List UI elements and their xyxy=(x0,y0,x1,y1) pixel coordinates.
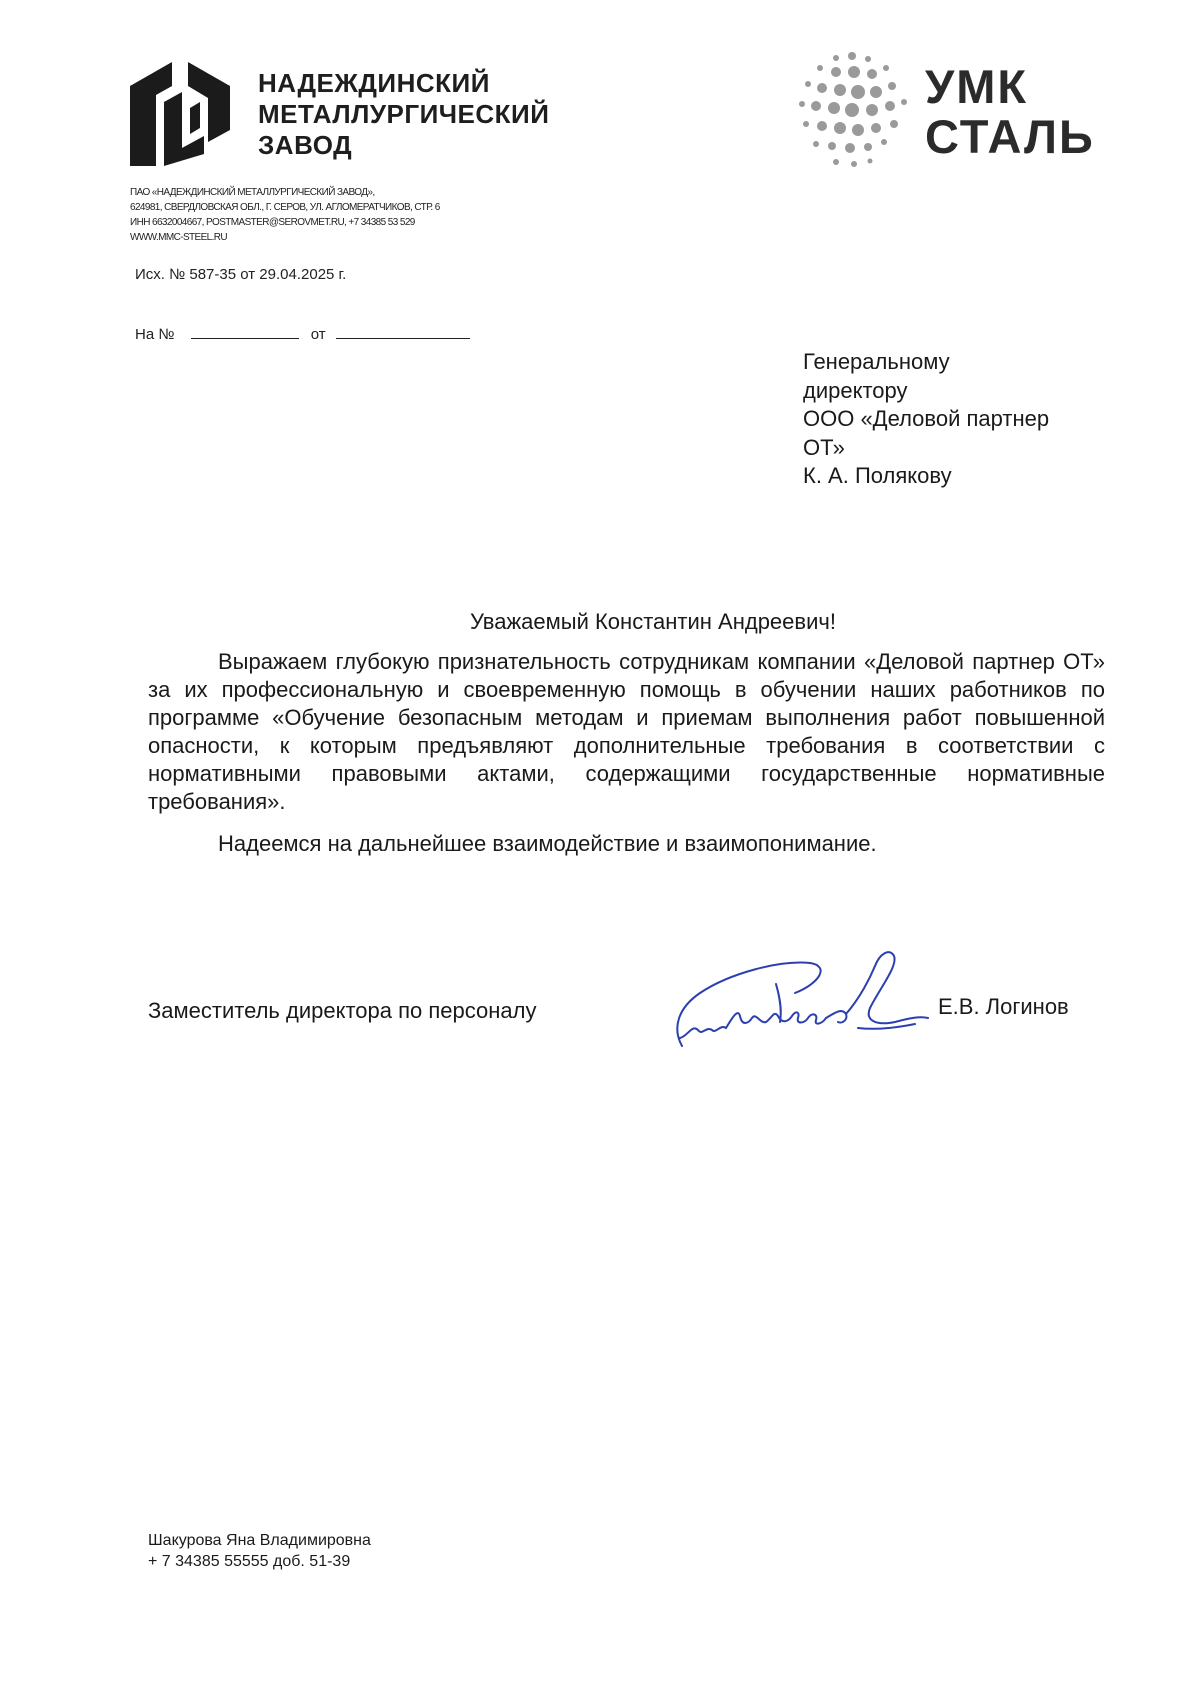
addressee-line: Генеральному xyxy=(803,349,950,374)
requisites-line: WWW.MMC-STEEL.RU xyxy=(130,232,228,243)
partner-brand xyxy=(925,62,1095,162)
reply-date-label: от xyxy=(310,326,326,343)
contact-name: Шакурова Яна Владимировна xyxy=(148,1532,371,1549)
company-name xyxy=(258,68,549,161)
contact-person xyxy=(148,1530,371,1572)
reply-reference xyxy=(135,324,470,343)
addressee xyxy=(803,348,1049,491)
reply-number-label: На № xyxy=(135,326,175,343)
addressee-line: К. А. Полякову xyxy=(803,463,952,488)
company-requisites xyxy=(130,185,440,245)
company-name-line: НАДЕЖДИНСКИЙ xyxy=(258,68,490,98)
requisites-line: 624981, СВЕРДЛОВСКАЯ ОБЛ., Г. СЕРОВ, УЛ. АГЛОМЕРАТЧИКОВ, СТР. 6 xyxy=(130,202,440,213)
addressee-line: ОТ» xyxy=(803,434,845,460)
letter-body: Выражаем глубокую признательность сотрудникам компании «Деловой партнер ОТ» за их профессиональную и своевременную помощь в обучении наших работников по программе «Обучение безопасным методам и приемам выполнения работ повышенной опасности, к которым предъявляют дополнительные требования в соответствии с нормативными правовыми актами, содержащими государственные нормативные требования». xyxy=(148,649,1105,814)
outgoing-number: Исх. № 587-35 от 29.04.2025 г. xyxy=(135,266,347,283)
requisites-line: ПАО «НАДЕЖДИНСКИЙ МЕТАЛЛУРГИЧЕСКИЙ ЗАВОД», xyxy=(130,187,375,198)
company-name-line: МЕТАЛЛУРГИЧЕСКИЙ xyxy=(258,99,550,129)
salutation: Уважаемый Константин Андреевич! xyxy=(470,609,836,634)
reply-date-blank xyxy=(336,324,470,339)
partner-brand-line: СТАЛЬ xyxy=(925,110,1095,163)
contact-phone: + 7 34385 55555 доб. 51-39 xyxy=(148,1553,351,1570)
addressee-line: ООО «Деловой партнер xyxy=(803,406,1050,431)
nmz-logo-icon xyxy=(130,62,230,166)
umk-dots-icon xyxy=(796,50,911,170)
partner-brand-line: УМК xyxy=(925,60,1029,113)
reply-number-blank xyxy=(191,324,299,339)
handwritten-signature xyxy=(670,938,950,1058)
addressee-line: директору xyxy=(803,377,908,403)
signer-name: Е.В. Логинов xyxy=(938,994,1069,1019)
closing-line: Надеемся на дальнейшее взаимодействие и взаимопонимание. xyxy=(218,831,877,856)
signer-title: Заместитель директора по персоналу xyxy=(148,998,537,1023)
company-name-line: ЗАВОД xyxy=(258,130,353,160)
requisites-line: ИНН 6632004667, POSTMASTER@SEROVMET.RU, +7 34385 53 529 xyxy=(130,217,415,228)
